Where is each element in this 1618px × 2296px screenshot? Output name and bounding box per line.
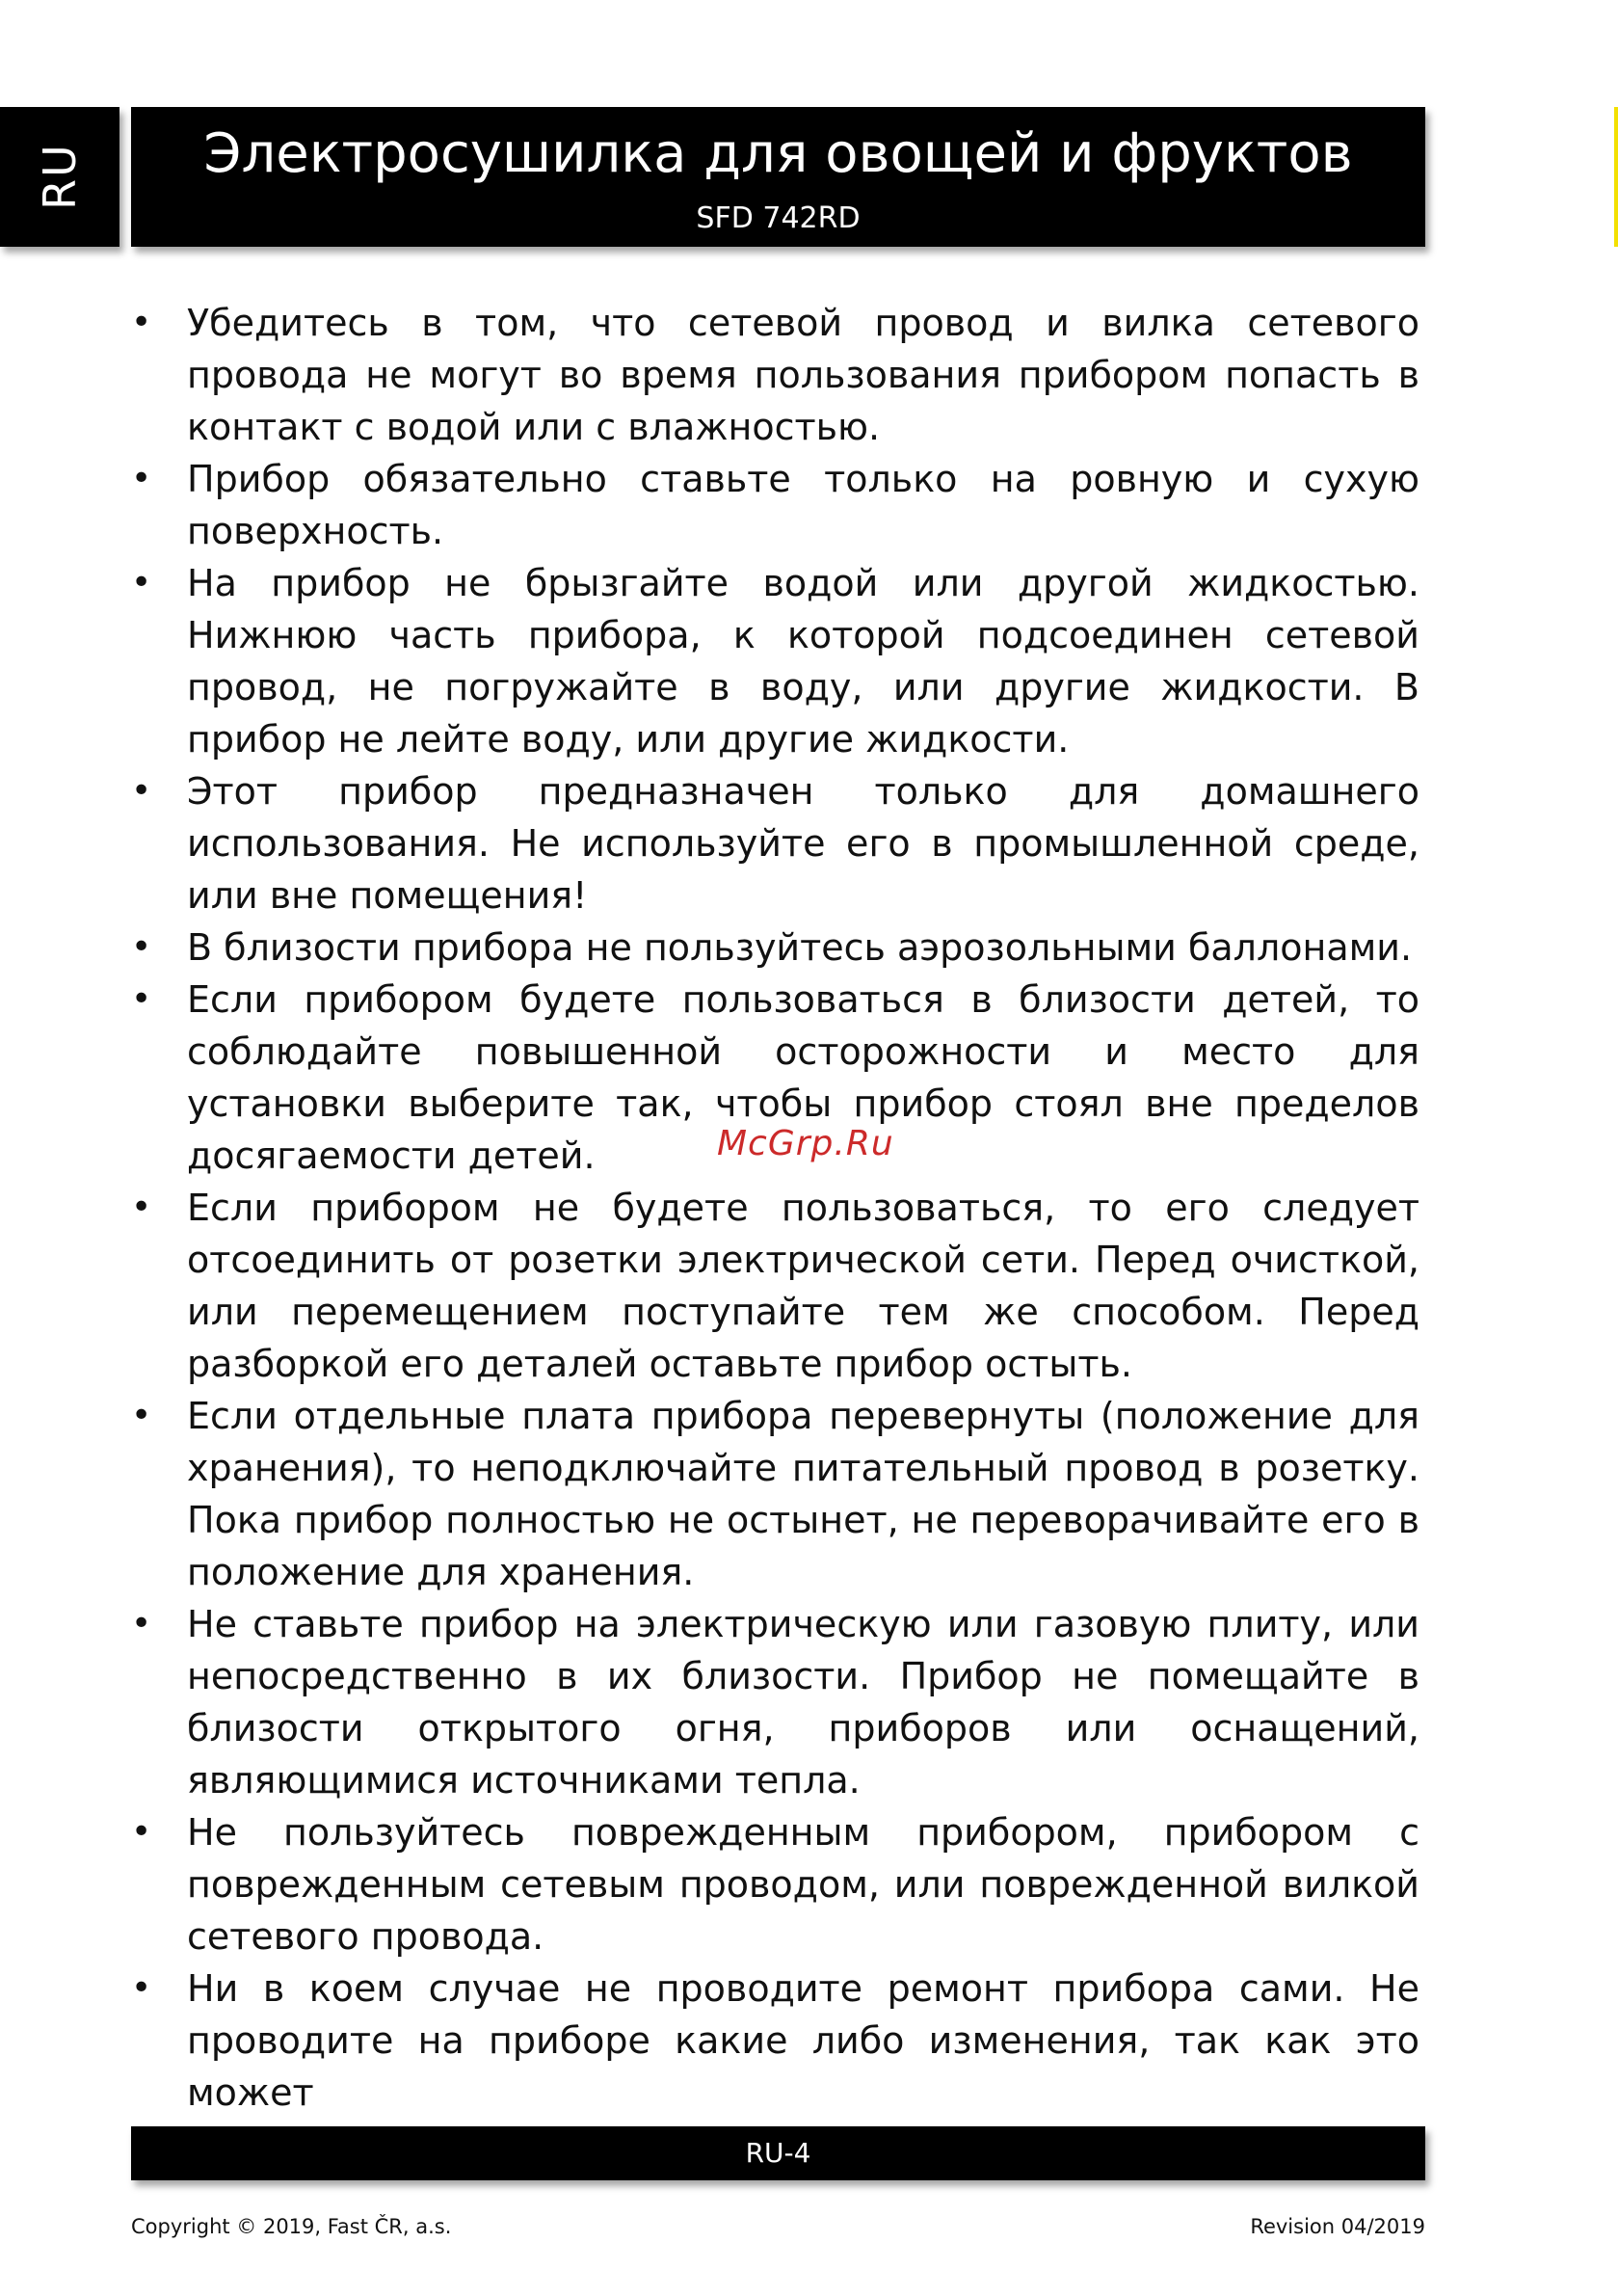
header-bar [131,107,1425,247]
list-item [131,1598,1419,1806]
revision-label: Revision 04/2019 [1250,2215,1425,2238]
language-label: RU [34,143,86,210]
list-item-text: Если отдельные плата прибора перевернуты (положение для хранения), то неподключайте питательный провод в розетку. Пока прибор полностью не остынет, не переворачивайте его в положение для хранения. [187,1395,1419,1593]
bullet-icon: • [131,1968,152,2008]
language-tab [0,107,119,247]
accent-mark [1614,107,1618,247]
safety-instructions-list [131,297,1419,2119]
list-item-text: Прибор обязательно ставьте только на ровную и сухую поверхность. [187,458,1419,552]
model-number: SFD 742RD [696,201,861,235]
list-item-text: На прибор не брызгайте водой или другой жидкостью. Нижнюю часть прибора, к которой подсоединен сетевой провод, не погружайте в воду, или другие жидкости. В прибор не лейте воду, или другие жидкости. [187,562,1419,761]
bullet-icon: • [131,979,152,1019]
bullet-icon: • [131,1812,152,1852]
list-item-text: Не ставьте прибор на электрическую или газовую плиту, или непосредственно в их близости. Прибор не помещайте в близости открытого огня, приборов или оснащений, являющимися источниками тепла. [187,1603,1419,1802]
list-item-text: В близости прибора не пользуйтесь аэрозольными баллонами. [187,926,1413,969]
bullet-icon: • [131,459,152,498]
list-item [131,1962,1419,2119]
bullet-icon: • [131,1396,152,1435]
list-item [131,1390,1419,1598]
list-item [131,921,1419,974]
list-item [131,557,1419,765]
list-item-text: Если прибором будете пользоваться в близости детей, то соблюдайте повышенной осторожности и место для установки выберите так, чтобы прибор стоял вне пределов досягаемости детей. [187,978,1419,1177]
list-item [131,297,1419,453]
footer-bar [131,2126,1425,2180]
bullet-icon: • [131,927,152,967]
bullet-icon: • [131,563,152,602]
list-item-text: Если прибором не будете пользоваться, то его следует отсоединить от розетки электрической сети. Перед очисткой, или перемещением поступайте тем же способом. Перед разборкой его деталей оставьте прибор остыть. [187,1187,1419,1385]
list-item-text: Этот прибор предназначен только для домашнего использования. Не используйте его в промышленной среде, или вне помещения! [187,770,1419,917]
bullet-icon: • [131,303,152,342]
list-item [131,765,1419,921]
copyright-notice: Copyright © 2019, Fast ČR, a.s. [131,2215,452,2238]
bullet-icon: • [131,1604,152,1643]
list-item-text: Убедитесь в том, что сетевой провод и вилка сетевого провода не могут во время пользования прибором попасть в контакт с водой или с влажностью. [187,302,1419,448]
list-item [131,1182,1419,1390]
bullet-icon: • [131,1188,152,1227]
list-item-text: Не пользуйтесь поврежденным прибором, прибором с поврежденным сетевым проводом, или поврежденной вилкой сетевого провода. [187,1811,1419,1958]
page-number: RU-4 [745,2137,811,2169]
bullet-icon: • [131,771,152,811]
watermark: McGrp.Ru [717,1124,894,1163]
page-title: Электросушилка для овощей и фруктов [203,122,1353,185]
list-item-text: Ни в коем случае не проводите ремонт прибора сами. Не проводите на приборе какие либо изменения, так как это может [187,1967,1419,2114]
list-item [131,453,1419,557]
list-item [131,1806,1419,1962]
